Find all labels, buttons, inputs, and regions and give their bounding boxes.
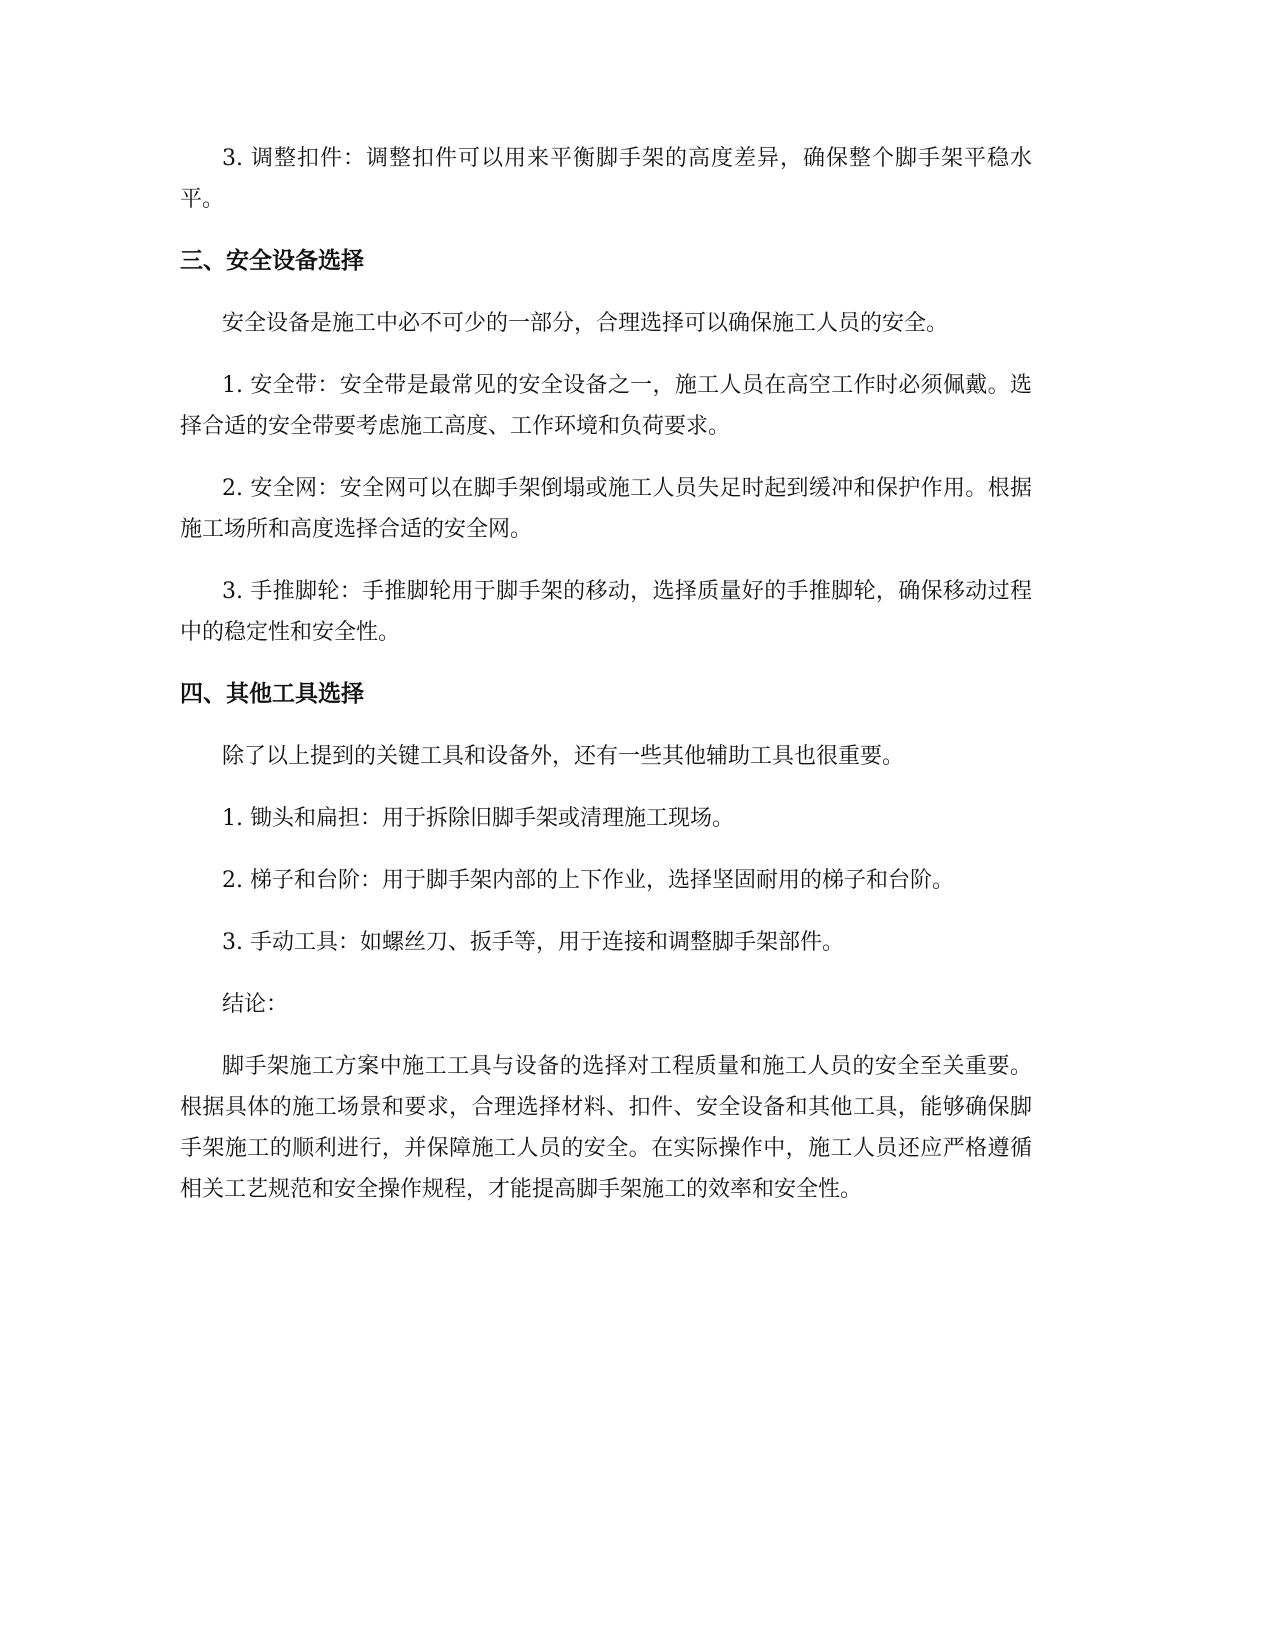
paragraph-pickaxe: 1. 锄头和扁担：用于拆除旧脚手架或清理施工现场。: [222, 806, 734, 831]
document-page: [180, 138, 1032, 1231]
paragraph-adjust-coupler: 3. 调整扣件：调整扣件可以用来平衡脚手架的高度差异，确保整个脚手架平稳水平。: [180, 146, 1032, 212]
paragraph-hand-tools: 3. 手动工具：如螺丝刀、扳手等，用于连接和调整脚手架部件。: [222, 930, 844, 955]
paragraph-other-intro: 除了以上提到的关键工具和设备外，还有一些其他辅助工具也很重要。: [222, 744, 905, 769]
heading-safety-equipment: 三、安全设备选择: [180, 248, 364, 274]
paragraph-safety-net: 2. 安全网：安全网可以在脚手架倒塌或施工人员失足时起到缓冲和保护作用。根据施工场所和高度选择合适的安全网。: [180, 476, 1032, 542]
paragraph-ladder: 2. 梯子和台阶：用于脚手架内部的上下作业，选择坚固耐用的梯子和台阶。: [222, 868, 954, 893]
paragraph-conclusion: 脚手架施工方案中施工工具与设备的选择对工程质量和施工人员的安全至关重要。根据具体的施工场景和要求，合理选择材料、扣件、安全设备和其他工具，能够确保脚手架施工的顺利进行，并保障施工人员的安全。在实际操作中，施工人员还应严格遵循相关工艺规范和安全操作规程，才能提高脚手架施工的效率和安全性。: [180, 1054, 1032, 1202]
paragraph-safety-belt: 1. 安全带：安全带是最常见的安全设备之一，施工人员在高空工作时必须佩戴。选择合适的安全带要考虑施工高度、工作环境和负荷要求。: [180, 373, 1032, 439]
paragraph-casters: 3. 手推脚轮：手推脚轮用于脚手架的移动，选择质量好的手推脚轮，确保移动过程中的稳定性和安全性。: [180, 579, 1032, 645]
heading-other-tools: 四、其他工具选择: [180, 681, 364, 707]
paragraph-safety-intro: 安全设备是施工中必不可少的一部分，合理选择可以确保施工人员的安全。: [222, 311, 949, 336]
paragraph-conclusion-label: 结论：: [222, 992, 289, 1017]
